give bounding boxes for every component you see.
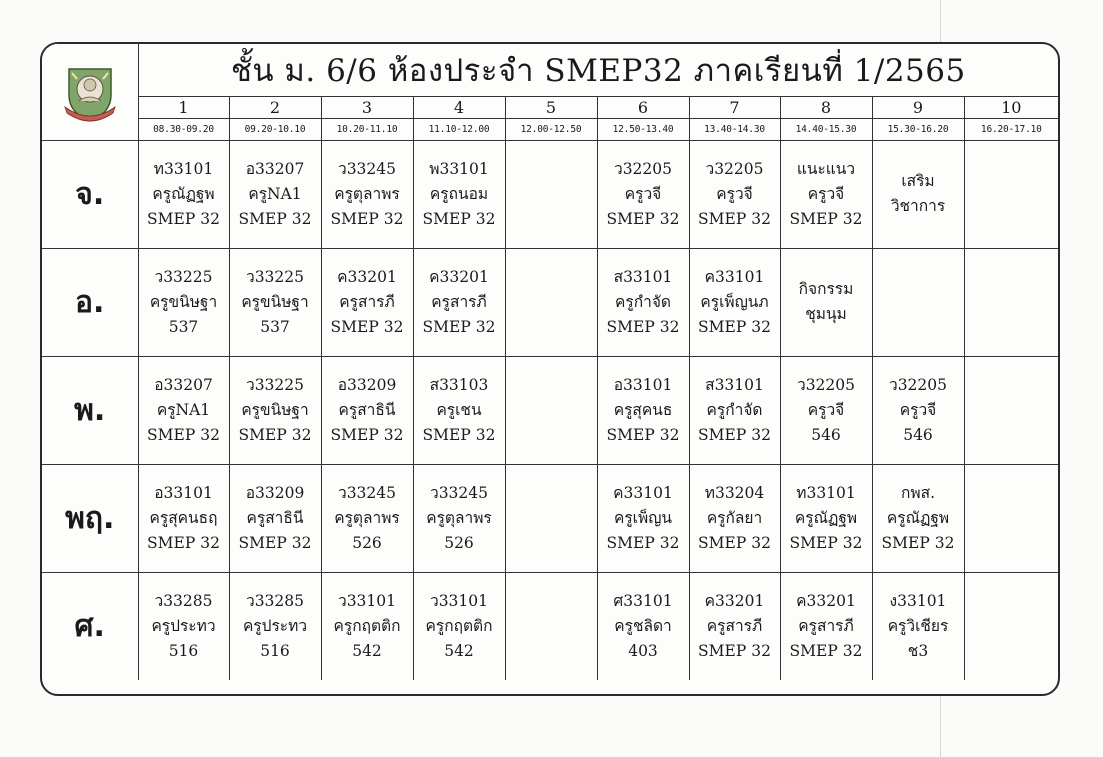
timetable-frame [40, 42, 1060, 696]
room: SMEP 32 [147, 533, 220, 552]
teacher-name: ครูสุคนธฤ [149, 508, 218, 527]
teacher-name: ครูเพ็ญน [613, 508, 672, 527]
schedule-cell [872, 140, 964, 248]
schedule-cell [689, 140, 780, 248]
room: SMEP 32 [789, 641, 863, 660]
teacher-name: ครูวจี [807, 184, 845, 203]
course-code: ท33101 [153, 159, 214, 178]
schedule-cell [780, 464, 872, 572]
course-code: ว33285 [245, 591, 304, 610]
period-number: 5 [505, 96, 597, 118]
teacher-name: ครูสารภี [431, 292, 487, 311]
course-code: ค33201 [796, 591, 856, 610]
course-code: ว33245 [337, 159, 396, 178]
teacher-name: ครูขนิษฐา [241, 292, 309, 311]
teacher-name: ครูวจี [624, 184, 662, 203]
period-time: 08.30-09.20 [138, 118, 229, 140]
course-code: ว32205 [888, 375, 947, 394]
course-code: ท33101 [796, 483, 856, 502]
schedule-cell [780, 572, 872, 680]
schedule-cell [505, 464, 597, 572]
period-number: 2 [229, 96, 321, 118]
schedule-cell [229, 248, 321, 356]
teacher-name: ครูณัฏฐพ [152, 184, 215, 203]
teacher-name: ครูกัลยา [706, 508, 763, 527]
room: SMEP 32 [698, 533, 771, 552]
schedule-cell [229, 464, 321, 572]
schedule-cell [689, 248, 780, 356]
teacher-name: ครูกำจัด [706, 400, 763, 419]
schedule-cell [964, 356, 1058, 464]
teacher-name: ครูวิเชียร [887, 616, 949, 635]
teacher-name: ครูกฤตติก [333, 616, 401, 635]
course-code: ส33103 [429, 375, 489, 394]
room: SMEP 32 [606, 209, 680, 228]
room: 537 [260, 317, 290, 336]
course-code: ว33245 [337, 483, 396, 502]
schedule-cell [505, 572, 597, 680]
schedule-cell [780, 248, 872, 356]
course-code: ว33225 [245, 375, 304, 394]
page-title: ชั้น ม. 6/6 ห้องประจำ SMEP32 ภาคเรียนที่ 1/2565 [138, 44, 1058, 96]
course-code: อ33101 [154, 483, 213, 502]
day-label: จ. [42, 140, 138, 248]
schedule-cell [780, 140, 872, 248]
teacher-name: ครูสาธินี [246, 508, 304, 527]
room: SMEP 32 [330, 209, 404, 228]
teacher-name: ครูขนิษฐา [149, 292, 218, 311]
course-code: อ33209 [245, 483, 305, 502]
teacher-name: ครูวจี [807, 400, 845, 419]
period-number: 7 [689, 96, 780, 118]
teacher-name: ครูเพ็ญนภ [700, 292, 769, 311]
course-code: พ33101 [429, 159, 489, 178]
schedule-cell [229, 140, 321, 248]
course-code: ส33101 [705, 375, 764, 394]
schedule-cell [505, 248, 597, 356]
course-code: ท33204 [704, 483, 765, 502]
schedule-cell [321, 464, 413, 572]
teacher-name: ครูตุลาพร [426, 508, 492, 527]
schedule-cell [689, 572, 780, 680]
schedule-cell [413, 572, 505, 680]
period-number: 8 [780, 96, 872, 118]
course-code: ว32205 [613, 159, 672, 178]
schedule-cell [872, 356, 964, 464]
period-time: 14.40-15.30 [780, 118, 872, 140]
room: 526 [444, 533, 474, 552]
schedule-cell [964, 572, 1058, 680]
room: SMEP 32 [238, 533, 312, 552]
teacher-name: ครูสารภี [339, 292, 395, 311]
course-code: ว33101 [429, 591, 488, 610]
teacher-name: ครูสาธินี [338, 400, 396, 419]
day-label: พฤ. [42, 464, 138, 572]
schedule-cell [138, 140, 229, 248]
period-number: 4 [413, 96, 505, 118]
schedule-cell [597, 248, 689, 356]
schedule-cell [229, 572, 321, 680]
course-code: ว32205 [796, 375, 855, 394]
room: ช3 [907, 641, 929, 660]
teacher-name: ครูขนิษฐา [241, 400, 309, 419]
course-code: ค33201 [429, 267, 489, 286]
room: SMEP 32 [606, 533, 680, 552]
day-row [42, 140, 1058, 248]
schedule-cell [964, 464, 1058, 572]
course-code: อ33101 [613, 375, 673, 394]
course-code: ส33101 [613, 267, 673, 286]
day-row [42, 248, 1058, 356]
period-time: 12.00-12.50 [505, 118, 597, 140]
room: SMEP 32 [422, 209, 496, 228]
schedule-cell [689, 464, 780, 572]
period-time: 13.40-14.30 [689, 118, 780, 140]
teacher-name: ครูณัฏฐพ [886, 508, 950, 527]
schedule-cell [505, 140, 597, 248]
period-time: 15.30-16.20 [872, 118, 964, 140]
course-code: อ33209 [337, 375, 397, 394]
schedule-cell [780, 356, 872, 464]
schedule-cell [597, 572, 689, 680]
room: SMEP 32 [147, 209, 220, 228]
course-code: ว33245 [429, 483, 488, 502]
room: 542 [444, 641, 474, 660]
schedule-cell [321, 356, 413, 464]
room: SMEP 32 [698, 425, 771, 444]
schedule-cell [413, 248, 505, 356]
room: SMEP 32 [698, 317, 771, 336]
schedule-cell [413, 140, 505, 248]
room: 537 [168, 317, 199, 336]
period-time: 12.50-13.40 [597, 118, 689, 140]
room: 516 [168, 641, 199, 660]
schedule-cell [413, 464, 505, 572]
schedule-cell [321, 248, 413, 356]
teacher-name: ครูNA1 [248, 184, 302, 203]
schedule-cell [872, 572, 964, 680]
period-time: 16.20-17.10 [964, 118, 1058, 140]
course-code: กพส. [901, 483, 935, 502]
room: 403 [628, 641, 658, 660]
room: SMEP 32 [147, 425, 220, 444]
course-code: เสริม [901, 172, 935, 190]
teacher-name: ครูวจี [716, 184, 753, 203]
room: SMEP 32 [789, 533, 863, 552]
course-code: ค33101 [613, 483, 673, 502]
room: SMEP 32 [881, 533, 955, 552]
schedule-cell [138, 464, 229, 572]
teacher-name: ชุมนุม [805, 305, 847, 323]
course-code: ค33201 [337, 267, 397, 286]
schedule-cell [597, 464, 689, 572]
teacher-name: ครูสารภี [706, 616, 763, 635]
course-code: อ33207 [245, 159, 305, 178]
schedule-cell [597, 356, 689, 464]
room: SMEP 32 [238, 425, 312, 444]
day-row [42, 464, 1058, 572]
course-code: ค33201 [704, 591, 765, 610]
teacher-name: ครูNA1 [156, 400, 211, 419]
room: SMEP 32 [330, 317, 404, 336]
teacher-name: วิชาการ [890, 197, 946, 215]
teacher-name: ครูสารภี [798, 616, 854, 635]
day-label: พ. [42, 356, 138, 464]
period-number: 10 [964, 96, 1058, 118]
period-number: 1 [138, 96, 229, 118]
course-code: ง33101 [889, 591, 947, 610]
course-code: อ33207 [154, 375, 213, 394]
teacher-name: ครูเชน [436, 400, 482, 419]
teacher-name: ครูสุคนธ [613, 400, 673, 419]
day-label: ศ. [42, 572, 138, 680]
schedule-cell [597, 140, 689, 248]
room: SMEP 32 [606, 425, 680, 444]
schedule-cell [872, 248, 964, 356]
schedule-cell [138, 356, 229, 464]
period-time: 09.20-10.10 [229, 118, 321, 140]
period-number: 3 [321, 96, 413, 118]
course-code: ว32205 [705, 159, 764, 178]
room: SMEP 32 [422, 425, 496, 444]
room: SMEP 32 [789, 209, 863, 228]
schedule-cell [964, 248, 1058, 356]
course-code: ว33285 [154, 591, 213, 610]
course-code: แนะแนว [796, 159, 856, 178]
room: 546 [903, 425, 933, 444]
teacher-name: ครูตุลาพร [334, 508, 400, 527]
room: SMEP 32 [330, 425, 404, 444]
schedule-cell [689, 356, 780, 464]
schedule-cell [138, 248, 229, 356]
schedule-cell [964, 140, 1058, 248]
teacher-name: ครูณัฏฐพ [794, 508, 858, 527]
school-emblem-logo [57, 59, 123, 125]
schedule-cell [138, 572, 229, 680]
teacher-name: ครูชลิดา [614, 616, 672, 635]
timetable [42, 44, 1058, 680]
teacher-name: ครูประทว [242, 616, 308, 635]
room: SMEP 32 [698, 641, 771, 660]
schedule-cell [505, 356, 597, 464]
room: 546 [811, 425, 841, 444]
room: SMEP 32 [238, 209, 312, 228]
period-time: 10.20-11.10 [321, 118, 413, 140]
course-code: กิจกรรม [798, 280, 854, 298]
schedule-cell [321, 140, 413, 248]
course-code: ว33101 [337, 591, 396, 610]
teacher-name: ครูกำจัด [615, 292, 671, 311]
teacher-name: ครูวจี [899, 400, 937, 419]
schedule-cell [321, 572, 413, 680]
course-code: ว33225 [154, 267, 213, 286]
schedule-cell [229, 356, 321, 464]
teacher-name: ครูกฤตติก [425, 616, 493, 635]
room: 542 [352, 641, 382, 660]
period-number: 9 [872, 96, 964, 118]
day-row [42, 572, 1058, 680]
course-code: ว33225 [245, 267, 304, 286]
period-time: 11.10-12.00 [413, 118, 505, 140]
teacher-name: ครูตุลาพร [334, 184, 400, 203]
room: 526 [352, 533, 382, 552]
course-code: ศ33101 [613, 591, 673, 610]
logo-cell [42, 44, 138, 140]
room: 516 [260, 641, 290, 660]
course-code: ค33101 [704, 267, 765, 286]
schedule-cell [413, 356, 505, 464]
day-label: อ. [42, 248, 138, 356]
room: SMEP 32 [422, 317, 496, 336]
room: SMEP 32 [606, 317, 680, 336]
teacher-name: ครูประทว [151, 616, 216, 635]
period-number: 6 [597, 96, 689, 118]
room: SMEP 32 [698, 209, 771, 228]
schedule-cell [872, 464, 964, 572]
day-row [42, 356, 1058, 464]
teacher-name: ครูถนอม [429, 184, 489, 203]
